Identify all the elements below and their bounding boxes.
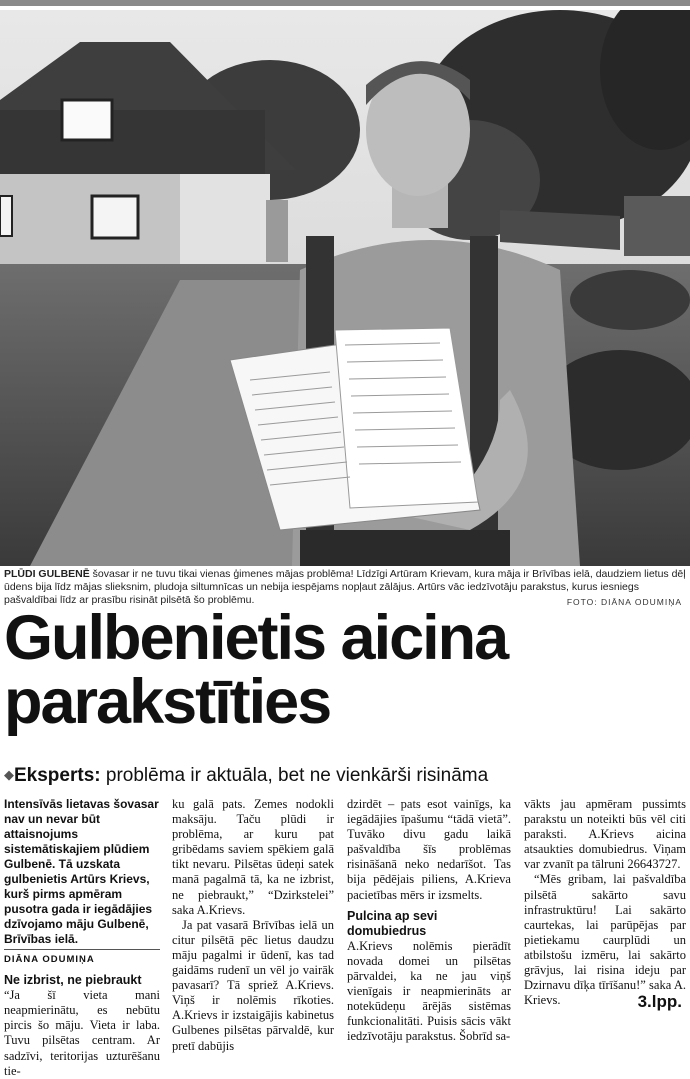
- headline-line2: parakstīties: [4, 667, 331, 737]
- subhead-keyword: Eksperts:: [14, 765, 101, 786]
- byline: DIĀNA ODUMIŅA: [4, 949, 160, 967]
- diamond-icon: ◆: [4, 767, 14, 782]
- paragraph: vākts jau apmēram pussimts parakstu un noteikti būs vēl citi paraksti. A.Krievs aicina atsaukties domubiedrus. Viņam var zvanīt pa tālruni 26643727.: [524, 797, 686, 872]
- caption-lead: PLŪDI GULBENĒ: [4, 568, 90, 580]
- subhead-text: problēma ir aktuāla, bet ne vienkārši risināma: [100, 765, 489, 786]
- subheadline: [4, 764, 488, 787]
- paragraph: “Ja šī vieta mani neapmierinātu, es nebūtu pircis šo māju. Vieta ir laba. Tuvu pilsētas centram. Ar sadzīvi, teritorijas uzturēšanu tie-: [4, 988, 160, 1078]
- news-photo: [0, 10, 690, 566]
- caption-text: šovasar ir ne tuvu tikai vienas ģimenes mājas problēma! Līdzīgi Artūram Krievam, kura māja ir Brīvības ielā, daudziem lietus dēļ ūdens bija līdz mājas slieksnim, pludoja siltumnīcas un nebija iespējams nopļaut zālājus. Artūrs vāc iedzīvotāju parakstus, kurus iesniegs pašvaldībai līdz ar prasību risināt pilsētā šo problēmu.: [4, 568, 686, 606]
- article-column-2: [172, 797, 334, 1054]
- page-reference: 3.lpp.: [637, 992, 682, 1011]
- headline: [4, 603, 690, 737]
- article-column-1: [4, 797, 160, 1079]
- paragraph: dzirdēt – pats esot vainīgs, ka iegādājies īpašumu “tādā vietā”. Tuvāko divu gadu laikā pašvaldība šīs problēmas risināšanā neko nedarīšot. Tas bija pēdējais piliens, A.Krieva pacietības mērs ir izsmelts.: [347, 797, 511, 902]
- paragraph: Ja pat vasarā Brīvības ielā un citur pilsētā pēc lietus daudzu māju pagalmi ir ūdenī, kas tad gaidāms rudenī un vēl jo vairāk pavasarī? Tā spriež A.Krievs. Viņš ir nolēmis rīkoties. A.Krievs ir izstaigājis kabinetus Gulbenes pilsētas pārvaldē, kur pretī dabūjis: [172, 917, 334, 1053]
- headline-line1: Gulbenietis aicina: [4, 603, 508, 673]
- photo-credit: FOTO: DIĀNA ODUMIŅA: [566, 597, 682, 607]
- section-heading-2: Pulcina ap sevi domubiedrus: [347, 908, 438, 938]
- article-column-3: [347, 797, 511, 1045]
- paragraph: “Mēs gribam, lai pašvaldība pilsētā sakārto savu infrastruktūru! Lai sakārto caurtekas, lai parūpējas par pietiekamu caurplūdi un atbilstošu izmēru, lai sakārto grāvjus, lai risina ideju par Dzirnavu dīķa tīrīšanu!” saka A. Krievs.: [524, 872, 686, 1008]
- paragraph: ku galā pats. Zemes nodokli maksāju. Taču plūdi ir problēma, ar kuru pat gribēdams saviem spēkiem galā tikt nevaru. Pilsētas ūdeņi satek manā pagalmā tā, ka ne izbrist, ne piebraukt,” “Dzirkstelei” saka A.Krievs.: [172, 797, 334, 917]
- article-column-4: [524, 797, 686, 1008]
- top-rule: [0, 0, 690, 6]
- article-intro: Intensīvās lietavas šovasar nav un nevar būt attaisnojums sistemātiskajiem plūdiem Gulbenē. Tā uzskata gulbenietis Artūrs Krievs, kurš pirms apmēram pusotra gada ir iegādājies dzīvojamo māju Gulbenē, Brīvības ielā.: [4, 797, 159, 946]
- paragraph: A.Krievs nolēmis pierādīt novada domei un pilsētas pārvaldei, ka ne jau viņš vienīgais ir neapmierināts ar notekūdeņu ārējās sistēmas funkcionalitāti. Puisis sācis vākt iedzīvotāju parakstus. Šobrīd sa-: [347, 938, 511, 1044]
- section-heading-1: Ne izbrist, ne piebraukt: [4, 973, 142, 988]
